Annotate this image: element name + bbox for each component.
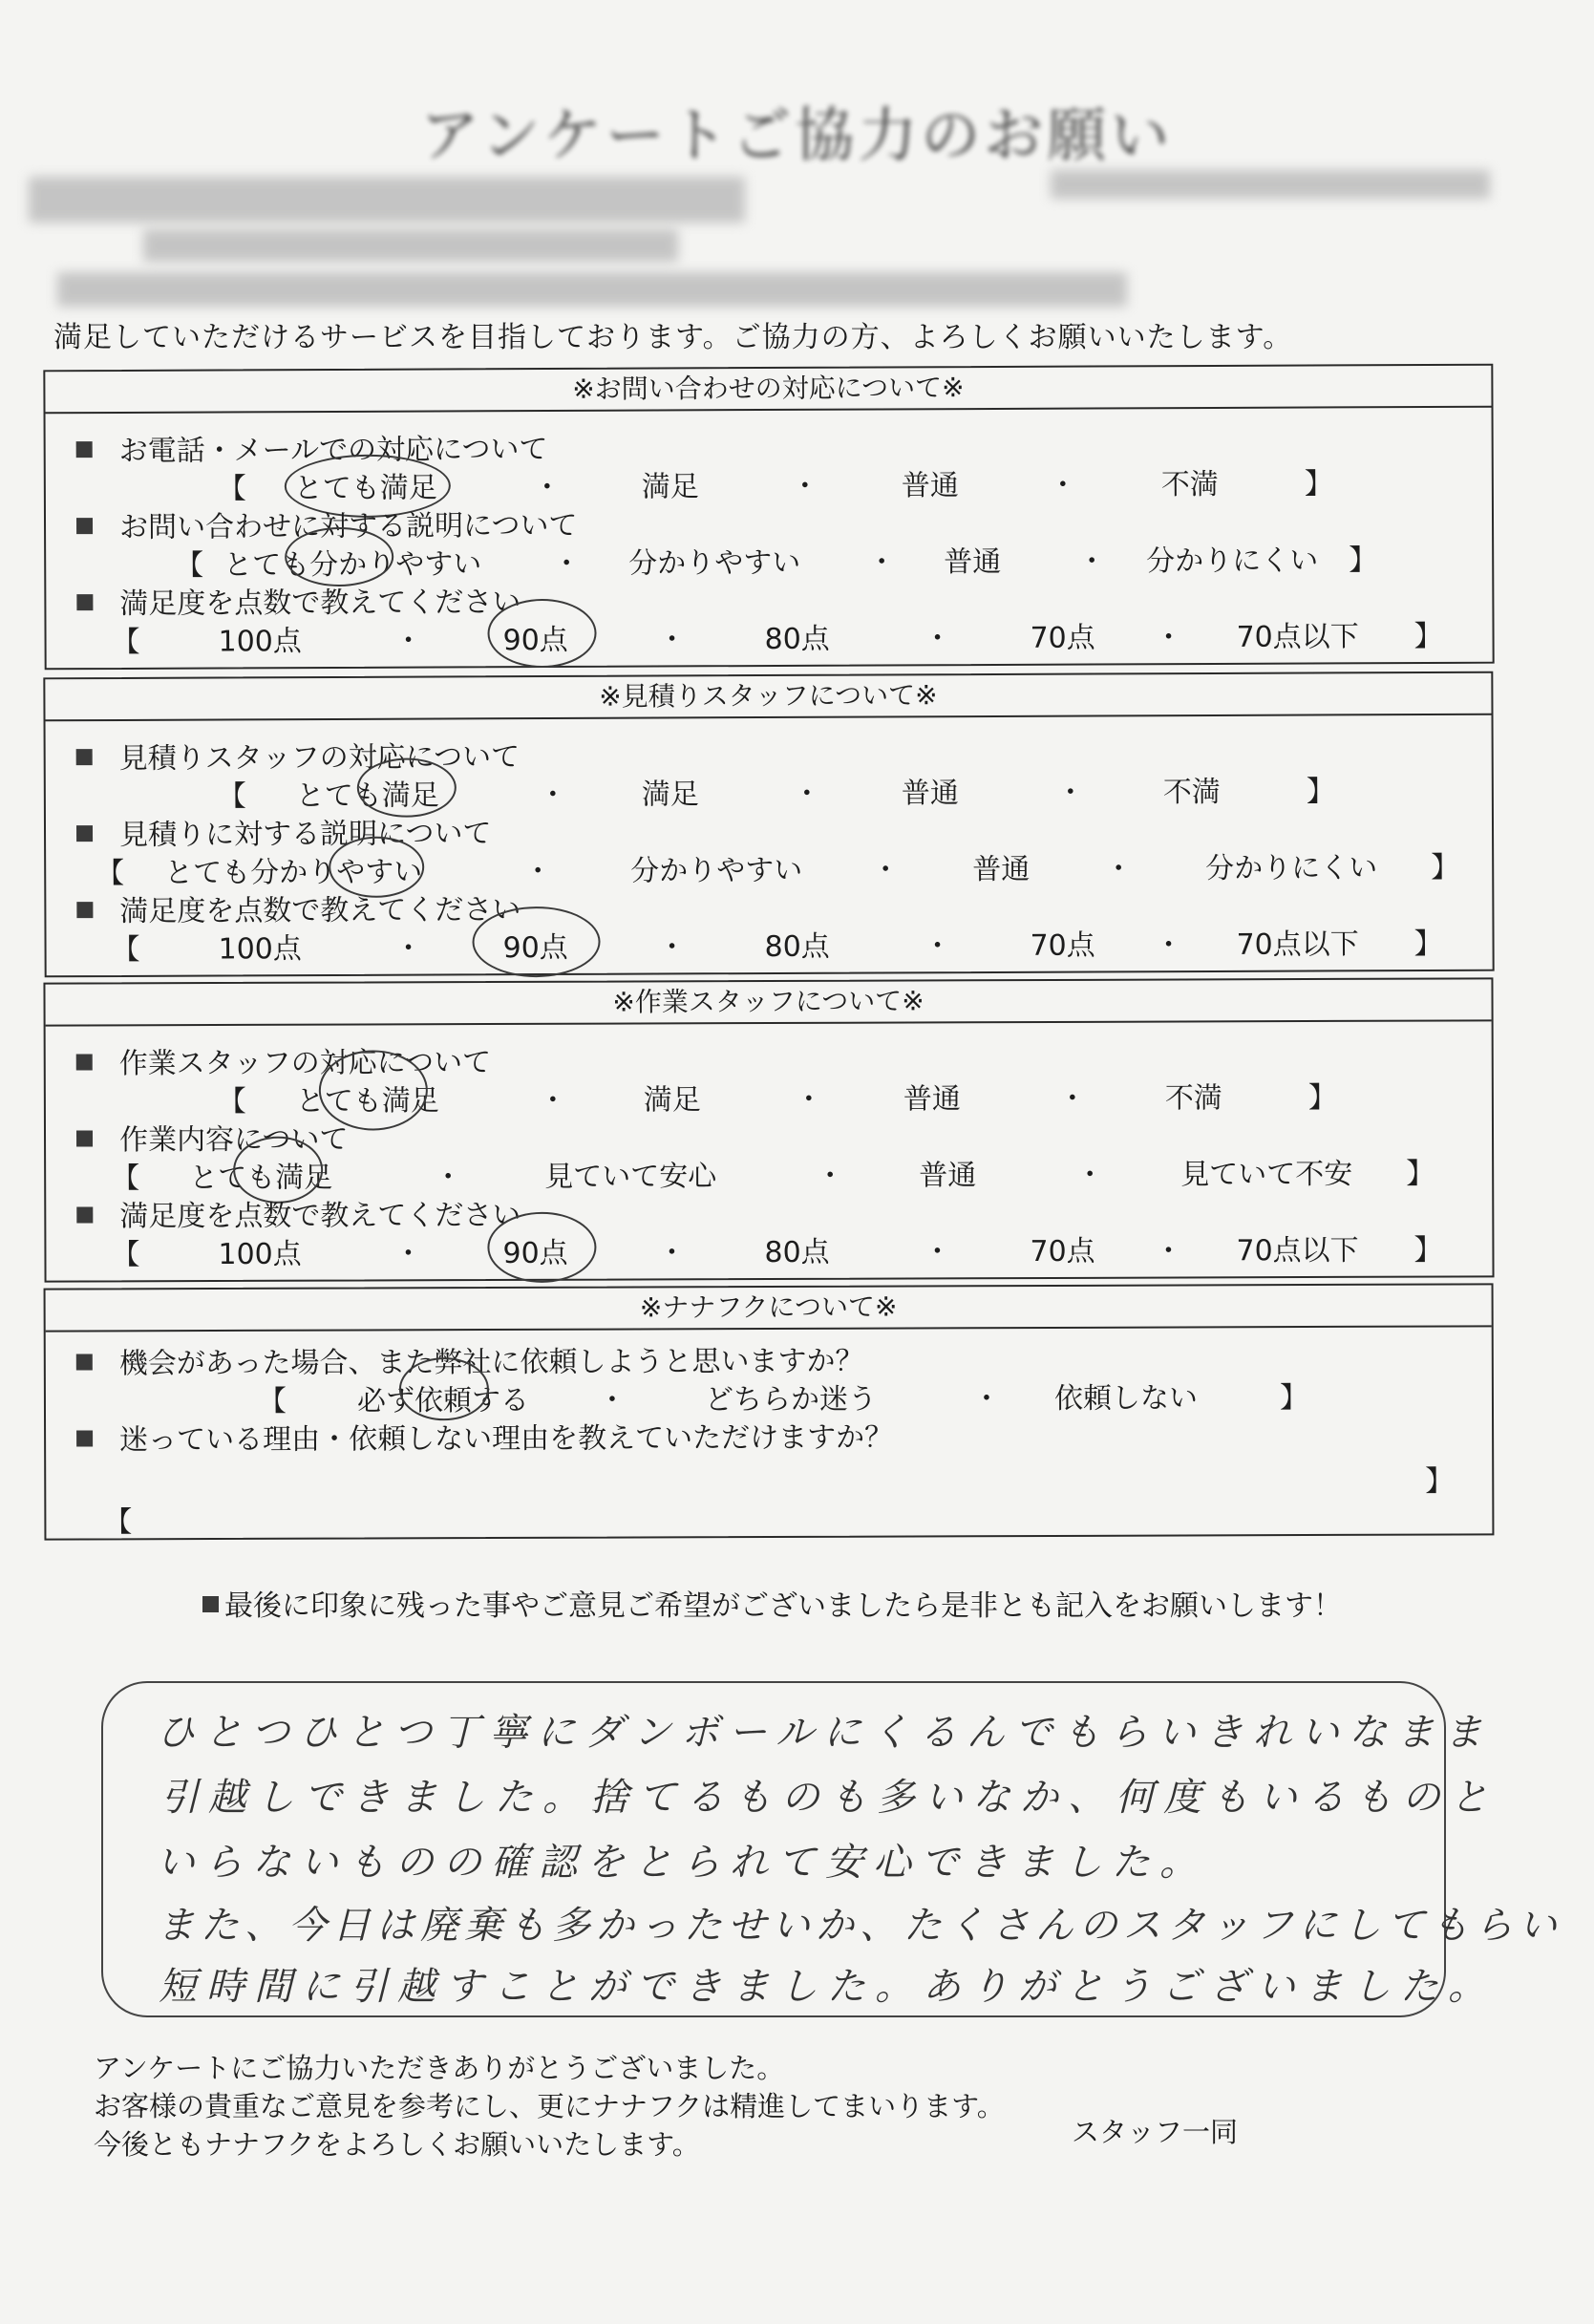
checkbox-marker xyxy=(76,1354,93,1370)
option-70-below[interactable]: 70点以下 xyxy=(1236,1233,1359,1269)
bracket-open: 【 xyxy=(111,932,140,968)
intro-text: 満足していただけるサービスを目指しております。ご協力の方、よろしくお願いいたします。 xyxy=(53,321,1293,354)
option-70[interactable]: 70点 xyxy=(1030,928,1095,963)
question-label: 満足度を点数で教えてください xyxy=(119,586,521,621)
redacted-line xyxy=(1051,170,1490,199)
checkbox-marker xyxy=(76,1054,93,1070)
section-nanafuku xyxy=(44,1283,1495,1540)
question-phone-email xyxy=(46,421,1492,508)
bracket-open: 【 xyxy=(175,548,204,583)
section-title: ※見積りスタッフについて※ xyxy=(45,673,1491,722)
checkbox-marker xyxy=(76,749,93,765)
option-dissatisfied[interactable]: 不満 xyxy=(1164,1081,1222,1116)
bracket-open: 【 xyxy=(111,1238,140,1272)
option-80[interactable]: 80点 xyxy=(764,622,830,657)
option-100[interactable]: 100点 xyxy=(218,1237,302,1272)
question-label: お問い合わせに対する説明について xyxy=(118,508,578,544)
option-satisfied[interactable]: 満足 xyxy=(641,778,699,812)
option-70-below[interactable]: 70点以下 xyxy=(1236,620,1359,654)
option-normal[interactable]: 普通 xyxy=(903,1082,961,1117)
separator: ・ xyxy=(923,622,952,656)
bracket-close: 】 xyxy=(1279,1381,1309,1416)
section-inquiry xyxy=(43,364,1494,671)
separator: ・ xyxy=(532,470,562,505)
option-satisfied[interactable]: 満足 xyxy=(641,470,699,504)
separator: ・ xyxy=(923,1235,952,1269)
option-normal[interactable]: 普通 xyxy=(944,544,1002,580)
question-label: 満足度を点数で教えてください xyxy=(119,1198,521,1234)
question-label: 見積りに対する説明について xyxy=(118,817,492,852)
question-estimate-score xyxy=(46,882,1492,969)
separator: ・ xyxy=(1104,852,1134,886)
question-hesitation-reason xyxy=(46,1411,1492,1540)
option-very-satisfied[interactable]: とても満足 xyxy=(189,1161,333,1196)
comment-box[interactable] xyxy=(101,1681,1562,2017)
bracket-close: 】 xyxy=(1406,1157,1435,1191)
section-title: ※お問い合わせの対応について※ xyxy=(45,366,1491,415)
question-label: 機会があった場合、また弊社に依頼しようと思いますか？ xyxy=(118,1344,864,1381)
question-inquiry-explanation xyxy=(46,498,1492,585)
option-very-satisfied[interactable]: とても満足 xyxy=(295,778,439,814)
comment-line: 引越しできました。捨てるものも多いなか、何度もいるものと xyxy=(160,1776,1498,1820)
option-very-clear[interactable]: とても分かりやすい xyxy=(223,547,482,583)
separator: ・ xyxy=(434,1161,463,1195)
comment-line: ひとつひとつ丁寧にダンボールにくるんでもらいきれいなまま xyxy=(157,1711,1492,1755)
option-unclear[interactable]: 分かりにくい xyxy=(1146,544,1319,579)
checkbox-marker xyxy=(202,1596,219,1612)
comment-line: いらないものの確認をとられて安心できました。 xyxy=(157,1841,1207,1885)
checkbox-marker xyxy=(76,518,93,534)
checkbox-marker xyxy=(76,594,93,610)
option-normal[interactable]: 普通 xyxy=(901,469,959,503)
option-satisfied[interactable]: 満足 xyxy=(643,1083,701,1118)
checkbox-marker xyxy=(76,1206,93,1223)
option-very-satisfied[interactable]: とても満足 xyxy=(293,471,437,506)
section-estimate-staff xyxy=(43,672,1494,978)
survey-title: アンケートご協力のお願い xyxy=(420,100,1174,170)
bracket-open: 【 xyxy=(257,1384,287,1418)
answer-options xyxy=(46,612,1492,659)
question-inquiry-score xyxy=(46,574,1492,661)
redacted-line xyxy=(143,229,678,262)
option-70[interactable]: 70点 xyxy=(1030,621,1095,655)
separator: ・ xyxy=(393,1237,423,1271)
question-label: 作業内容について xyxy=(118,1122,349,1158)
separator: ・ xyxy=(1048,468,1077,502)
question-label: 満足度を点数で教えてください xyxy=(119,893,521,928)
option-dissatisfied[interactable]: 不満 xyxy=(1160,467,1219,502)
option-reassured[interactable]: 見ていて安心 xyxy=(544,1160,717,1194)
option-90[interactable]: 90点 xyxy=(502,623,568,658)
separator: ・ xyxy=(867,545,897,580)
question-label: お電話・メールでの対応について xyxy=(118,433,548,468)
redacted-line xyxy=(29,177,745,223)
bracket-close: 】 xyxy=(1306,775,1335,809)
separator: ・ xyxy=(523,854,553,889)
checkbox-marker xyxy=(76,902,93,918)
footer-line: アンケートにご協力いただきありがとうございました。 xyxy=(94,2052,785,2084)
question-label: 迷っている理由・依頼しない理由を教えていただけますか？ xyxy=(119,1420,894,1458)
answer-circle xyxy=(472,906,600,978)
staff-signature: スタッフ一同 xyxy=(1072,2116,1239,2148)
footer-line: 今後ともナナフクをよろしくお願いいたします。 xyxy=(94,2128,700,2161)
bracket-close: 】 xyxy=(1413,1233,1443,1268)
section-work-staff xyxy=(43,977,1494,1282)
footer-message xyxy=(94,2049,1005,2164)
separator: ・ xyxy=(657,1236,687,1270)
comment-line: また、今日は廃棄も多かったせいか、たくさんのスタッフにしてもらい xyxy=(157,1904,1562,1948)
option-anxious[interactable]: 見ていて不安 xyxy=(1180,1157,1353,1192)
comment-line: 短時間に引越すことができました。ありがとうございました。 xyxy=(159,1965,1496,2009)
answer-options xyxy=(46,1226,1492,1270)
separator: ・ xyxy=(792,777,821,811)
bracket-close: 】 xyxy=(1304,467,1333,501)
final-question-label: 最後に印象に残った事やご意見ご希望がございましたら是非とも記入をお願いします！ xyxy=(224,1589,1342,1623)
option-80[interactable]: 80点 xyxy=(764,1235,830,1270)
bracket-open: 【 xyxy=(217,1084,246,1119)
separator: ・ xyxy=(657,930,687,965)
question-label: 見積りスタッフの対応について xyxy=(118,740,521,776)
answer-circle xyxy=(487,599,596,668)
answer-options xyxy=(46,920,1492,967)
bracket-close: 】 xyxy=(1413,927,1443,962)
bracket-close: 】 xyxy=(1307,1080,1337,1116)
option-normal[interactable]: 普通 xyxy=(919,1159,977,1193)
question-label: 作業スタッフの対応について xyxy=(118,1046,492,1081)
checkbox-marker xyxy=(76,1430,93,1446)
option-very-satisfied[interactable]: とても満足 xyxy=(295,1084,439,1119)
separator: ・ xyxy=(1055,776,1085,810)
separator: ・ xyxy=(794,1082,823,1117)
checkbox-marker xyxy=(76,1130,93,1146)
option-90[interactable]: 90点 xyxy=(502,930,568,966)
option-no[interactable]: 依頼しない xyxy=(1053,1381,1199,1416)
option-100[interactable]: 100点 xyxy=(218,625,302,659)
checkbox-marker xyxy=(76,441,93,458)
separator: ・ xyxy=(790,469,819,503)
option-normal[interactable]: 普通 xyxy=(901,777,959,811)
option-definitely[interactable]: 必ず依頼する xyxy=(356,1383,530,1418)
bracket-close: 】 xyxy=(1413,619,1443,654)
option-90[interactable]: 90点 xyxy=(502,1236,568,1270)
separator: ・ xyxy=(657,623,687,657)
answer-circle xyxy=(399,1357,489,1420)
separator: ・ xyxy=(1077,544,1107,579)
option-undecided[interactable]: どちらか迷う xyxy=(704,1382,878,1418)
separator: ・ xyxy=(1154,928,1183,963)
separator: ・ xyxy=(871,853,901,887)
bracket-open: 【 xyxy=(217,472,246,506)
question-request-again xyxy=(46,1334,1492,1419)
section-title: ※作業スタッフについて※ xyxy=(45,979,1491,1026)
separator: ・ xyxy=(552,546,582,581)
bracket-open: 【 xyxy=(217,779,246,814)
checkbox-marker xyxy=(76,825,93,842)
option-unclear[interactable]: 分かりにくい xyxy=(1205,851,1378,886)
option-70-below[interactable]: 70点以下 xyxy=(1236,927,1359,962)
separator: ・ xyxy=(1075,1158,1105,1192)
option-100[interactable]: 100点 xyxy=(218,932,302,967)
question-work-handling xyxy=(46,1034,1492,1119)
option-80[interactable]: 80点 xyxy=(764,929,830,965)
answer-options xyxy=(46,1453,1492,1540)
bracket-close: 】 xyxy=(1431,850,1460,885)
question-work-score xyxy=(46,1187,1492,1272)
separator: ・ xyxy=(971,1382,1002,1417)
separator: ・ xyxy=(538,1083,567,1118)
separator: ・ xyxy=(816,1159,845,1193)
bracket-open: 【 xyxy=(96,856,125,891)
option-normal[interactable]: 普通 xyxy=(972,852,1031,887)
separator: ・ xyxy=(1154,621,1183,655)
separator: ・ xyxy=(1057,1081,1087,1116)
option-dissatisfied[interactable]: 不満 xyxy=(1162,775,1221,810)
separator: ・ xyxy=(393,624,423,658)
option-very-clear[interactable]: とても分かりやすい xyxy=(164,855,423,890)
footer-line: お客様の貴重なご意見を参考にし、更にナナフクは精進してまいります。 xyxy=(94,2090,1005,2122)
section-title: ※ナナフクについて※ xyxy=(46,1285,1492,1332)
bracket-open: 【 xyxy=(103,1505,133,1540)
question-work-content xyxy=(46,1111,1492,1196)
separator: ・ xyxy=(393,931,423,966)
option-70[interactable]: 70点 xyxy=(1030,1234,1095,1269)
separator: ・ xyxy=(1154,1234,1183,1269)
option-clear[interactable]: 分かりやすい xyxy=(630,853,803,888)
bracket-close: 】 xyxy=(1425,1464,1455,1499)
question-estimate-explanation xyxy=(46,805,1492,892)
final-question xyxy=(202,1582,1342,1624)
separator: ・ xyxy=(597,1383,627,1418)
option-clear[interactable]: 分かりやすい xyxy=(628,545,801,581)
separator: ・ xyxy=(923,929,952,964)
bracket-open: 【 xyxy=(111,1162,140,1196)
separator: ・ xyxy=(538,778,567,813)
answer-circle xyxy=(487,1212,596,1283)
question-estimate-handling xyxy=(46,729,1492,816)
redacted-line xyxy=(57,272,1127,307)
bracket-open: 【 xyxy=(111,625,140,660)
bracket-close: 】 xyxy=(1349,544,1378,578)
